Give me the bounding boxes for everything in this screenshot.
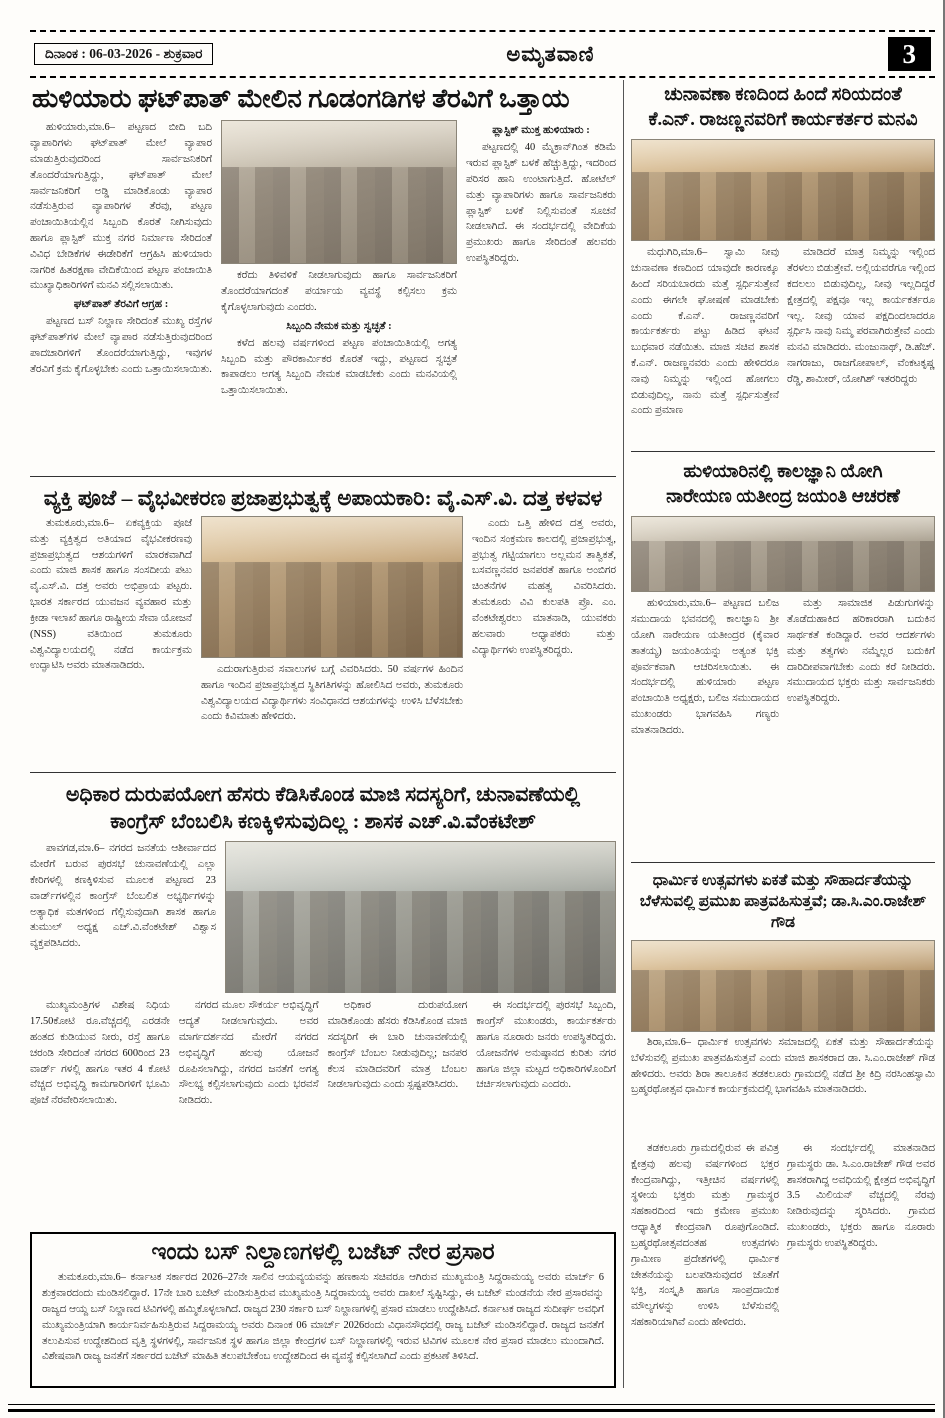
article1-col2a: ಕರೆದು ತಿಳಿವಳಿಕೆ ನೀಡಲಾಗುವುದು ಹಾಗೂ ಸಾರ್ವಜನಿಕರಿಗೆ ತೊಂದರೆಯಾಗದಂತೆ ಪರ್ಯಾಯ ವ್ಯವಸ್ಥೆ ಕಲ್ಪಿಸಲು ಕ್ರಮ ಕೈಗೊಳ್ಳಲಾಗುವುದು ಎಂದರು. — [221, 270, 457, 313]
paper-title: ಅಮೃತವಾಣಿ — [506, 41, 595, 66]
article3-headline — [30, 777, 616, 841]
article1-subhead3: ಪ್ಲಾಸ್ಟಿಕ್ ಮುಕ್ತ ಹುಳಿಯಾರು : — [492, 125, 590, 137]
divider — [631, 451, 935, 452]
article1-col2b: ಕಳೆದ ಹಲವು ವರ್ಷಗಳಿಂದ ಪಟ್ಟಣ ಪಂಚಾಯಿತಿಯಲ್ಲಿ ಅಗತ್ಯ ಸಿಬ್ಬಂದಿ ಮತ್ತು ಪೌರಕಾರ್ಮಿಕರ ಕೊರತೆ ಇದ್ದು, ಪಟ್ಟಣದ ಸ್ವಚ್ಛತೆ ಕಾಪಾಡಲು ಅಗತ್ಯ ಸಿಬ್ಬಂದಿ ನೇಮಕ ಮಾಡಬೇಕು ಎಂದು ಮನವಿಯಲ್ಲಿ ಒತ್ತಾಯಿಸಲಾಯಿತು. — [221, 337, 457, 397]
right1-headline — [631, 80, 935, 139]
article3-lede: ಪಾವಗಡ,ಮಾ.6– ನಗರದ ಜನತೆಯ ಆಶೀರ್ವಾದದ ಮೇರೆಗೆ ಬರುವ ಪುರಸಭೆ ಚುನಾವಣೆಯಲ್ಲಿ ಎಲ್ಲಾ ಕೇರಿಗಳಲ್ಲಿ ಕಣಕ್ಕಿಳಿಸುವ ಮೂಲಕ ಪಟ್ಟಣದ 23 ವಾರ್ಡ್‌ಗಳಲ್ಲಿನ ಕಾಂಗ್ರೆಸ್ ಬೆಂಬಲಿತ ಅಭ್ಯರ್ಥಿಗಳನ್ನು ಅತ್ಯಾಧಿಕ ಮತಗಳಿಂದ ಗೆಲ್ಲಿಸುವುದಾಗಿ ಶಾಸಕ ಹಾಗೂ ತುಮುಲ್ ಅಧ್ಯಕ್ಷ ಎಚ್.ವಿ.ವೆಂಕಟೇಶ್ ವಿಶ್ವಾಸ ವ್ಯಕ್ತಪಡಿಸಿದರು. — [30, 843, 216, 950]
right2-headline — [631, 456, 935, 516]
article4-para: ತುಮಕೂರು,ಮಾ.6– ಕರ್ನಾಟಕ ಸರ್ಕಾರದ 2026–27ನೇ ಸಾಲಿನ ಆಯವ್ಯಯವನ್ನು ಹಣಕಾಸು ಸಚಿವರೂ ಆಗಿರುವ ಮುಖ್ಯಮಂತ್ರಿ ಸಿದ್ದರಾಮಯ್ಯ ಅವರು ಮಾರ್ಚ್ 6 ಶುಕ್ರವಾರದಂದು ಮಂಡಿಸಲಿದ್ದಾರೆ. 17ನೇ ಬಾರಿ ಬಜೆಟ್ ಮಂಡಿಸುತ್ತಿರುವ ಮುಖ್ಯಮಂತ್ರಿ ಸಿದ್ದರಾಮಯ್ಯ ಅವರು ದಾಖಲೆ ಸೃಷ್ಟಿಸಿದ್ದು, ಈ ಬಜೆಟ್ ಮಂಡನೆಯ ನೇರ ಪ್ರಸಾರವನ್ನು ರಾಜ್ಯದ ಆಯ್ದ ಬಸ್ ನಿಲ್ದಾಣದ ಟಿವಿಗಳಲ್ಲಿ ಹಮ್ಮಿಕೊಳ್ಳಲಾಗಿದೆ. ರಾಜ್ಯದ 230 ಸರ್ಕಾರಿ ಬಸ್ ನಿಲ್ದಾಣಗಳಲ್ಲಿ ಪ್ರಸಾರ ಮಾಡಲು ಉದ್ದೇಶಿಸಿದೆ. ಕರ್ನಾಟಕ ರಾಜ್ಯದ ಸುದೀರ್ಘ ಅವಧಿಗೆ ಮುಖ್ಯಮಂತ್ರಿಯಾಗಿ ಕಾರ್ಯನಿರ್ವಹಿಸುತ್ತಿರುವ ಸಿದ್ದರಾಮಯ್ಯ ಅವರು ದಿನಾಂಕ 06 ಮಾರ್ಚ್ 2026ರಂದು ವಿಧಾನಸೌಧದಲ್ಲಿ ರಾಜ್ಯ ಬಜೆಟ್ ಮಂಡಿಸಲಿದ್ದಾರೆ. ರಾಜ್ಯದ ಜನತೆಗೆ ತಲುಪಿಸುವ ಉದ್ದೇಶದಿಂದ ವೃತ್ತಿ ಸ್ಥಳಗಳಲ್ಲಿ, ಸಾರ್ವಜನಿಕ ಸ್ಥಳ ಹಾಗೂ ಜಿಲ್ಲಾ ಕೇಂದ್ರಗಳ ಬಸ್ ನಿಲ್ದಾಣಗಳಲ್ಲಿ ಇರುವ ಟಿವಿಗಳ ಮೂಲಕ ನೇರ ಪ್ರಸಾರ ಮಾಡಲು ಮುಂದಾಗಿದೆ. ವಿಶೇಷವಾಗಿ ರಾಜ್ಯ ಜನತೆಗೆ ಸರ್ಕಾರದ ಬಜೆಟ್ ಮಾಹಿತಿ ತಲುಪಬೇಕೆಂಬ ಉದ್ದೇಶದಿಂದ ಈ ವ್ಯವಸ್ಥೆ ಕಲ್ಪಿಸಲಾಗಿದೆ ಎಂದು ಪ್ರಕಟಣೆ ತಿಳಿಸಿದೆ. — [42, 1272, 604, 1363]
right3-headline-line1: ಧಾರ್ಮಿಕ ಉತ್ಸವಗಳು ಏಕತೆ ಮತ್ತು ಸೌಹಾರ್ದತೆಯನ್ನು — [652, 872, 914, 890]
article2-col3 — [472, 516, 616, 768]
article3-col1 — [30, 998, 170, 1226]
page-number: 3 — [888, 37, 932, 71]
divider — [30, 772, 616, 773]
article-religious-festivals — [631, 867, 935, 1353]
right2-col1-para: ಹುಳಿಯಾರು,ಮಾ.6– ಪಟ್ಟಣದ ಬಲಿಜ ಸಮುದಾಯ ಭವನದಲ್ಲಿ ಕಾಲಜ್ಞಾನಿ ಶ್ರೀ ಯೋಗಿ ನಾರೇಯಣ ಯತೀಂದ್ರರ (ಕೈವಾರ ತಾತಯ್ಯ) ಜಯಂತಿಯನ್ನು ಅತ್ಯಂತ ಭಕ್ತಿ ಪೂರ್ವಕವಾಗಿ ಆಚರಿಸಲಾಯಿತು. ಈ ಸಂದರ್ಭದಲ್ಲಿ ಹುಳಿಯಾರು ಪಟ್ಟಣ ಪಂಚಾಯಿತಿ ಅಧ್ಯಕ್ಷರು, ಬಲಿಜ ಸಮುದಾಯದ ಮುಖಂಡರು ಭಾಗವಹಿಸಿ ಗಣ್ಯರು ಮಾತನಾಡಿದರು. — [631, 598, 779, 736]
article3-col4 — [476, 998, 616, 1226]
right3-col1 — [631, 1141, 779, 1353]
article1-photo — [221, 120, 457, 264]
article1-body — [30, 120, 616, 472]
article4-body — [42, 1270, 604, 1367]
article1-subhead2: ಸಿಬ್ಬಂದಿ ನೇಮಕ ಮತ್ತು ಸ್ವಚ್ಛತೆ : — [286, 320, 392, 332]
article1-col1b: ಪಟ್ಟಣದ ಬಸ್ ನಿಲ್ದಾಣ ಸೇರಿದಂತೆ ಮುಖ್ಯ ರಸ್ತೆಗಳ ಘಟ್‌ಪಾತ್‌ಗಳ ಮೇಲೆ ವ್ಯಾಪಾರ ನಡೆಸುತ್ತಿರುವುದರಿಂದ ಪಾದಚಾರಿಗಳಿಗೆ ತೊಂದರೆಯಾಗುತ್ತಿದ್ದು, ಇವುಗಳ ತೆರವಿಗೆ ಕ್ರಮ ಕೈಗೊಳ್ಳಬೇಕು ಎಂದು ಒತ್ತಾಯಿಸಲಾಯಿತು. — [30, 316, 212, 375]
article1-headline: ಹುಳಿಯಾರು ಘಟ್‌ಪಾತ್ ಮೇಲಿನ ಗೂಡಂಗಡಿಗಳ ತೆರವಿಗೆ ಒತ್ತಾಯ — [32, 84, 570, 114]
right1-col1-para: ಮಧುಗಿರಿ,ಮಾ.6– ಸ್ವಾಮಿ ನೀವು ಚುನಾವಣಾ ಕಣದಿಂದ ಯಾವುದೇ ಕಾರಣಕ್ಕೂ ಹಿಂದೆ ಸರಿಯಬಾರದು ಮತ್ತೆ ಸ್ಪರ್ಧಿಸುತ್ತೇನೆ ಎಂದು ಈಗಲೇ ಘೋಷಣೆ ಮಾಡಬೇಕು ಎಂದು ಕೆ.ಎನ್. ರಾಜಣ್ಣನವರಿಗೆ ಕಾರ್ಯಕರ್ತರು ಪಟ್ಟು ಹಿಡಿದ ಘಟನೆ ಬುಧವಾರ ನಡೆಯಿತು. ಮಾಜಿ ಸಚಿವ ಶಾಸಕ ಕೆ.ಎನ್. ರಾಜಣ್ಣನವರು ಎಂದು ಹೇಳಿದರೂ ನಾವು ನಿಮ್ಮನ್ನು ಇಲ್ಲಿಂದ ಹೋಗಲು ಬಿಡುವುದಿಲ್ಲ, ನಾನು ಮತ್ತೆ ಸ್ಪರ್ಧಿಸುತ್ತೇನೆ ಎಂದು ಪ್ರಮಾಣ — [631, 247, 779, 417]
article1-col2-text — [221, 268, 457, 472]
article3-col2-para: ನಗರದ ಮೂಲ ಸೌಕರ್ಯ ಅಭಿವೃದ್ಧಿಗೆ ಆದ್ಯತೆ ನೀಡಲಾಗುವುದು. ಅವರ ಮಾರ್ಗದರ್ಶನದ ಮೇರೆಗೆ ನಗರದ ಅಭಿವೃದ್ಧಿಗೆ ಹಲವು ಯೋಜನೆ ರೂಪಿಸಲಾಗಿದ್ದು, ನಗರದ ಜನತೆಗೆ ಅಗತ್ಯ ಸೌಲಭ್ಯ ಕಲ್ಪಿಸಲಾಗುವುದು ಎಂದು ಭರವಸೆ ನೀಡಿದರು. — [178, 1000, 319, 1107]
right2-col2 — [787, 596, 935, 858]
left-zone — [30, 80, 616, 1388]
article4-headline: ಇಂದು ಬಸ್ ನಿಲ್ದಾಣಗಳಲ್ಲಿ ಬಜೆಟ್ ನೇರ ಪ್ರಸಾರ — [151, 1239, 495, 1265]
article-congress-venkatesh — [30, 777, 616, 1226]
right1-col2 — [787, 245, 935, 447]
article3-columns — [30, 998, 616, 1226]
article1-subhead1: ಘಟ್‌ಪಾತ್ ತೆರವಿಗೆ ಆಗ್ರಹ : — [73, 299, 169, 311]
article2-col1 — [30, 516, 192, 768]
article-budget-broadcast — [30, 1232, 616, 1388]
article2-headline: ವ್ಯಕ್ತಿ ಪೂಜೆ – ವೈಭವೀಕರಣ ಪ್ರಜಾಪ್ರಭುತ್ವಕ್ಕೆ ಅಪಾಯಕಾರಿ: ವೈ.ಎಸ್.ವಿ. ದತ್ತ ಕಳವಳ — [43, 486, 603, 511]
article3-col3-para: ಅಧಿಕಾರ ದುರುಪಯೋಗ ಮಾಡಿಕೊಂಡು ಹೆಸರು ಕೆಡಿಸಿಕೊಂಡ ಮಾಜಿ ಸದಸ್ಯರಿಗೆ ಈ ಬಾರಿ ಚುನಾವಣೆಯಲ್ಲಿ ಕಾಂಗ್ರೆಸ್ ಬೆಂಬಲ ನೀಡುವುದಿಲ್ಲ; ಜನಪರ ಕೆಲಸ ಮಾಡಿದವರಿಗೆ ಮಾತ್ರ ಬೆಂಬಲ ನೀಡಲಾಗುವುದು ಎಂದು ಸ್ಪಷ್ಟಪಡಿಸಿದರು. — [327, 1000, 468, 1091]
article3-col3 — [328, 998, 468, 1226]
page-footer-rule — [8, 1404, 935, 1412]
article-yogi-jayanti — [631, 456, 935, 858]
right3-lede-block — [631, 1035, 935, 1139]
article2-col3-para: ಎಂದು ಒತ್ತಿ ಹೇಳಿದ ದತ್ತ ಅವರು, ಇಂದಿನ ಸಂಕ್ರಮಣ ಕಾಲದಲ್ಲಿ ಪ್ರಜಾಪ್ರಭುತ್ವ, ಪ್ರಭುತ್ವ ಗಟ್ಟಿಯಾಗಲು ಅಲ್ಲಮನ ತಾತ್ವಿಕತೆ, ಬಸವಣ್ಣನವರ ಜನಪರತೆ ಹಾಗೂ ಅಂಬಿಗರ ಚಿಂತನೆಗಳ ಮಹತ್ವ ವಿವರಿಸಿದರು. ತುಮಕೂರು ವಿವಿ ಕುಲಪತಿ ಪ್ರೊ. ಎಂ. ವೆಂಕಟೇಶ್ವರಲು ಮಾತನಾಡಿ, ಯುವಕರು ಹಲವಾರು ಅಧ್ಯಾಪಕರು ಮತ್ತು ವಿದ್ಯಾರ್ಥಿಗಳು ಉಪಸ್ಥಿತರಿದ್ದರು. — [472, 518, 616, 656]
right2-headline-line1: ಹುಳಿಯಾರಿನಲ್ಲಿ ಕಾಲಜ್ಞಾನಿ ಯೋಗಿ — [683, 462, 883, 483]
page-content — [30, 80, 935, 1388]
article2-body — [30, 516, 616, 768]
article1-col3 — [466, 120, 616, 472]
right1-headline-line1: ಚುನಾವಣಾ ಕಣದಿಂದ ಹಿಂದೆ ಸರಿಯದಂತೆ — [664, 85, 902, 106]
right1-headline-line2: ಕೆ.ಎನ್. ರಾಜಣ್ಣನವರಿಗೆ ಕಾರ್ಯಕರ್ತರ ಮನವಿ — [648, 110, 918, 131]
right2-col1 — [631, 596, 779, 858]
article1-col1 — [30, 120, 212, 472]
right3-headline-line2: ಬೆಳೆಸುವಲ್ಲಿ ಪ್ರಮುಖ ಪಾತ್ರವಹಿಸುತ್ತವೆ; ಡಾ.ಸಿ.ಎಂ.ರಾಜೇಶ್ ಗೌಡ — [639, 893, 927, 932]
divider — [30, 476, 616, 477]
right-zone — [631, 80, 935, 1388]
article3-col1-para: ಮುಖ್ಯಮಂತ್ರಿಗಳ ವಿಶೇಷ ನಿಧಿಯ 17.50ಕೋಟಿ ರೂ.ವೆಚ್ಚದಲ್ಲಿ ಎರಡನೇ ಹಂತದ ಕುಡಿಯುವ ನೀರು, ರಸ್ತೆ ಹಾಗೂ ಚರಂಡಿ ಸೇರಿದಂತೆ ನಗರದ 600ರಿಂದ 23 ವಾರ್ಡ್ ಗಳಲ್ಲಿ ಹಾಗೂ ಇತರ 4 ಕೋಟಿ ವೆಚ್ಚದ ಅಭಿವೃದ್ಧಿ ಕಾಮಗಾರಿಗಳಿಗೆ ಭೂಮಿ ಪೂಜೆ ನೆರವೇರಿಸಲಾಯಿತು. — [30, 1000, 170, 1107]
right3-col2 — [787, 1141, 935, 1353]
article2-col2 — [201, 516, 463, 768]
article1-col3-text: ಪಟ್ಟಣದಲ್ಲಿ 40 ಮೈಕ್ರಾನ್‌ಗಿಂತ ಕಡಿಮೆ ಇರುವ ಪ್ಲಾಸ್ಟಿಕ್ ಬಳಕೆ ಹೆಚ್ಚುತ್ತಿದ್ದು, ಇದರಿಂದ ಪರಿಸರ ಹಾನಿ ಉಂಟಾಗುತ್ತಿದೆ. ಹೋಟೆಲ್ ಮತ್ತು ವ್ಯಾಪಾರಿಗಳು ಹಾಗೂ ಸಾರ್ವಜನಿಕರು ಪ್ಲಾಸ್ಟಿಕ್ ಬಳಕೆ ನಿಲ್ಲಿಸುವಂತೆ ಸೂಚನೆ ನೀಡಲಾಗಿದೆ. ಈ ಸಂದರ್ಭದಲ್ಲಿ ವೇದಿಕೆಯ ಪ್ರಮುಖರು ಹಾಗೂ ಸೇರಿದಂತೆ ಹಲವರು ಉಪಸ್ಥಿತರಿದ್ದರು. — [466, 142, 616, 265]
column-rule — [623, 80, 624, 1388]
article1-col2 — [221, 120, 457, 472]
divider — [631, 862, 935, 863]
right3-para3: ಈ ಸಂದರ್ಭದಲ್ಲಿ ಮಾತನಾಡಿದ ಗ್ರಾಮಸ್ಥರು ಡಾ. ಸಿ.ಎಂ.ರಾಜೇಶ್ ಗೌಡ ಅವರ ಶಾಸಕರಾಗಿದ್ದ ಅವಧಿಯಲ್ಲಿ ಕ್ಷೇತ್ರದ ಅಭಿವೃದ್ಧಿಗೆ 3.5 ಮಿಲಿಯನ್ ವೆಚ್ಚದಲ್ಲಿ ನೆರವು ನೀಡಿರುವುದನ್ನು ಸ್ಮರಿಸಿದರು. ಗ್ರಾಮದ ಮುಖಂಡರು, ಭಕ್ತರು ಹಾಗೂ ನೂರಾರು ಗ್ರಾಮಸ್ಥರು ಉಪಸ್ಥಿತರಿದ್ದರು. — [787, 1143, 935, 1249]
article3-col4-para: ಈ ಸಂದರ್ಭದಲ್ಲಿ ಪುರಸಭೆ ಸಿಬ್ಬಂದಿ, ಕಾಂಗ್ರೆಸ್ ಮುಖಂಡರು, ಕಾರ್ಯಕರ್ತರು ಹಾಗೂ ನೂರಾರು ಜನರು ಉಪಸ್ಥಿತರಿದ್ದರು. ಯೋಜನೆಗಳ ಅನುಷ್ಠಾನದ ಕುರಿತು ನಗರ ಹಾಗೂ ಜಿಲ್ಲಾ ಮಟ್ಟದ ಅಧಿಕಾರಿಗಳೊಂದಿಗೆ ಚರ್ಚಿಸಲಾಗುವುದು ಎಂದರು. — [476, 1000, 616, 1091]
right2-columns — [631, 596, 935, 858]
right1-photo — [631, 139, 935, 241]
right3-headline — [631, 867, 935, 940]
article2-lede: ತುಮಕೂರು,ಮಾ.6– ಏಕವ್ಯಕ್ತಿಯ ಪೂಜೆ ಮತ್ತು ವ್ಯಕ್ತಿತ್ವದ ಅತಿಯಾದ ವೈಭವೀಕರಣವು ಪ್ರಜಾಪ್ರಭುತ್ವದ ಆಶಯಗಳಿಗೆ ಮಾರಕವಾಗಿದೆ ಎಂದು ಮಾಜಿ ಶಾಸಕ ಹಾಗೂ ಸಂಸದೀಯ ಪಟು ವೈ.ಎಸ್.ವಿ. ದತ್ತ ಅವರು ಅಭಿಪ್ರಾಯ ಪಟ್ಟರು. ಭಾರತ ಸರ್ಕಾರದ ಯುವಜನ ವ್ಯವಹಾರ ಮತ್ತು ಕ್ರೀಡಾ ಇಲಾಖೆ ಹಾಗೂ ರಾಷ್ಟ್ರೀಯ ಸೇವಾ ಯೋಜನೆ (NSS) ವತಿಯಿಂದ ತುಮಕೂರು ವಿಶ್ವವಿದ್ಯಾಲಯದಲ್ಲಿ ನಡೆದ ಕಾರ್ಯಕ್ರಮ ಉದ್ಘಾಟಿಸಿ ಅವರು ಮಾತನಾಡಿದರು. — [30, 518, 192, 672]
article3-top-row — [30, 841, 616, 993]
right3-para2: ತಡಕಲೂರು ಗ್ರಾಮದಲ್ಲಿರುವ ಈ ಪವಿತ್ರ ಕ್ಷೇತ್ರವು ಹಲವು ವರ್ಷಗಳಿಂದ ಭಕ್ತರ ಕೇಂದ್ರವಾಗಿದ್ದು, ಇತ್ತೀಚಿನ ವರ್ಷಗಳಲ್ಲಿ ಸ್ಥಳೀಯ ಭಕ್ತರು ಮತ್ತು ಗ್ರಾಮಸ್ಥರ ಸಹಕಾರದಿಂದ ಇದು ಕ್ರಮೇಣ ಪ್ರಮುಖ ಆಧ್ಯಾತ್ಮಿಕ ಕೇಂದ್ರವಾಗಿ ರೂಪುಗೊಂಡಿದೆ. ಬ್ರಹ್ಮರಥೋತ್ಸವದಂತಹ ಉತ್ಸವಗಳು ಗ್ರಾಮೀಣ ಪ್ರದೇಶಗಳಲ್ಲಿ ಧಾರ್ಮಿಕ ಚೇತನೆಯನ್ನು ಬಲಪಡಿಸುವುದರ ಜೊತೆಗೆ ಭಕ್ತಿ, ಸಂಸ್ಕೃತಿ ಹಾಗೂ ಸಾಂಪ್ರದಾಯಿಕ ಮೌಲ್ಯಗಳನ್ನು ಉಳಿಸಿ ಬೆಳೆಸುವಲ್ಲಿ ಸಹಕಾರಿಯಾಗಿವೆ ಎಂದು ಹೇಳಿದರು. — [631, 1143, 779, 1328]
date-box: ದಿನಾಂಕ : 06-03-2026 - ಶುಕ್ರವಾರ — [34, 43, 213, 65]
right1-col2-para: ಮಾಡಿದರೆ ಮಾತ್ರ ನಿಮ್ಮನ್ನು ಇಲ್ಲಿಂದ ತೆರಳಲು ಬಿಡುತ್ತೇವೆ. ಅಲ್ಲಿಯವರೆಗೂ ಇಲ್ಲಿಂದ ಕದಲಲು ಬಿಡುವುದಿಲ್ಲ, ನೀವು ಇಲ್ಲದಿದ್ದರೆ ಕ್ಷೇತ್ರದಲ್ಲಿ ಪಕ್ಷವೂ ಇಲ್ಲ ಕಾರ್ಯಕರ್ತರೂ ಇಲ್ಲ. ನೀವು ಯಾವ ಪಕ್ಷದಿಂದಲಾದರೂ ಸ್ಪರ್ಧಿಸಿ ನಾವು ನಿಮ್ಮ ಪರವಾಗಿರುತ್ತೇವೆ ಎಂದು ಮನವಿ ಮಾಡಿದರು. ಮಂಜುನಾಥ್, ಡಿ.ಹೆಚ್. ನಾಗರಾಜು, ರಾಜಗೋಪಾಲ್, ವೆಂಕಟಕೃಷ್ಣ ರೆಡ್ಡಿ, ಶಾಮೀರ್, ಯೋಗಿಶ್ ಇತರರಿದ್ದರು — [787, 247, 935, 385]
article3-col2 — [179, 998, 319, 1226]
article2-col2-text — [201, 662, 463, 768]
article-rajanna-appeal — [631, 80, 935, 447]
article3-lede-col — [30, 841, 216, 993]
article-footpath-eviction — [30, 80, 616, 472]
article3-headline-line1: ಅಧಿಕಾರ ದುರುಪಯೋಗ ಹೆಸರು ಕೆಡಿಸಿಕೊಂಡ ಮಾಜಿ ಸದಸ್ಯರಿಗೆ, ಚುನಾವಣೆಯಲ್ಲಿ — [65, 784, 581, 806]
article3-headline-line2: ಕಾಂಗ್ರೆಸ್ ಬೆಂಬಲಿಸಿ ಕಣಕ್ಕಿಳಿಸುವುದಿಲ್ಲ : ಶಾಸಕ ಎಚ್.ವಿ.ವೆಂಕಟೇಶ್ — [110, 810, 536, 833]
right1-columns — [631, 245, 935, 447]
article2-col2-para: ಎದುರಾಗುತ್ತಿರುವ ಸವಾಲುಗಳ ಬಗ್ಗೆ ವಿವರಿಸಿದರು. 50 ವರ್ಷಗಳ ಹಿಂದಿನ ಹಾಗೂ ಇಂದಿನ ಪ್ರಜಾಪ್ರಭುತ್ವದ ಸ್ಥಿತಿಗತಿಗಳನ್ನು ಹೋಲಿಸಿದ ಅವರು, ತುಮಕೂರು ವಿಶ್ವವಿದ್ಯಾಲಯದ ವಿದ್ಯಾರ್ಥಿಗಳು ಸಂವಿಧಾನದ ಆಶಯಗಳನ್ನು ಉಳಿಸಿ ಬೆಳೆಸಬೇಕು ಎಂದು ಕಿವಿಮಾತು ಹೇಳಿದರು. — [201, 664, 463, 723]
right3-columns — [631, 1141, 935, 1353]
right3-para1: ಶಿರಾ,ಮಾ.6– ಧಾರ್ಮಿಕ ಉತ್ಸವಗಳು ಸಮಾಜದಲ್ಲಿ ಏಕತೆ ಮತ್ತು ಸೌಹಾರ್ದತೆಯನ್ನು ಬೆಳೆಸುವಲ್ಲಿ ಪ್ರಮುಖ ಪಾತ್ರವಹಿಸುತ್ತವೆ ಎಂದು ಮಾಜಿ ಶಾಸಕರಾದ ಡಾ. ಸಿ.ಎಂ.ರಾಜೇಶ್ ಗೌಡ ಹೇಳಿದರು. ಅವರು ಶಿರಾ ತಾಲೂಕಿನ ತಡಕಲೂರು ಗ್ರಾಮದಲ್ಲಿ ನಡೆದ ಶ್ರೀ ಕಿದ್ರಿ ನರಸಿಂಹಸ್ವಾಮಿ ಬ್ರಹ್ಮರಥೋತ್ಸವ ಧಾರ್ಮಿಕ ಕಾರ್ಯಕ್ರಮದಲ್ಲಿ ಭಾಗವಹಿಸಿ ಮಾತನಾಡಿದರು. — [631, 1037, 935, 1096]
right2-headline-line2: ನಾರೇಯಣ ಯತೀಂದ್ರ ಜಯಂತಿ ಆಚರಣೆ — [666, 487, 900, 508]
article-datta-warning — [30, 481, 616, 768]
right1-col1 — [631, 245, 779, 447]
right2-photo — [631, 516, 935, 592]
article3-photo — [225, 841, 616, 993]
masthead — [30, 30, 935, 78]
article2-photo — [201, 516, 463, 658]
right3-photo — [631, 940, 935, 1032]
article1-lede: ಹುಳಿಯಾರು,ಮಾ.6– ಪಟ್ಟಣದ ಬೀದಿ ಬದಿ ವ್ಯಾಪಾರಿಗಳು ಘಟ್‌ಪಾತ್ ಮೇಲೆ ವ್ಯಾಪಾರ ಮಾಡುತ್ತಿರುವುದರಿಂದ ಸಾರ್ವಜನಿಕರಿಗೆ ತೊಂದರೆಯಾಗುತ್ತಿದ್ದು, ಘಟ್‌ಪಾತ್ ಮೇಲೆ ಸಾರ್ವಜನಿಕರಿಗೆ ಅಡ್ಡಿ ಮಾಡಿಕೊಂಡು ವ್ಯಾಪಾರ ನಡೆಸುತ್ತಿರುವ ವ್ಯಾಪಾರಿಗಳ ತೆರವು, ಪಟ್ಟಣ ಪಂಚಾಯಿತಿಯಲ್ಲಿನ ಸಿಬ್ಬಂದಿ ಕೊರತೆ ನೀಗಿಸುವುದು ಹಾಗೂ ಪ್ಲಾಸ್ಟಿಕ್ ಮುಕ್ತ ನಗರ ನಿರ್ಮಾಣ ಸೇರಿದಂತೆ ವಿವಿಧ ಬೇಡಿಕೆಗಳ ಈಡೇರಿಕೆಗೆ ಆಗ್ರಹಿಸಿ ಹುಳಿಯಾರು ನಾಗರಿಕ ಹಿತರಕ್ಷಣಾ ವೇದಿಕೆಯಿಂದ ಪಟ್ಟಣ ಪಂಚಾಯಿತಿ ಮುಖ್ಯಾಧಿಕಾರಿಗಳಿಗೆ ಮನವಿ ಸಲ್ಲಿಸಲಾಯಿತು. — [30, 122, 212, 292]
right2-col2-para: ಮತ್ತು ಸಾಮಾಜಿಕ ಪಿಡುಗುಗಳನ್ನು ತೊಡೆದುಹಾಕಿದ ಹರಿಕಾರರಾಗಿ ಬದುಕಿನ ಸಾರ್ಥಕತೆ ಕಂಡಿದ್ದಾರೆ. ಅವರ ಆದರ್ಶಗಳು ಮತ್ತು ತತ್ವಗಳು ನಮ್ಮೆಲ್ಲರ ಬದುಕಿಗೆ ದಾರಿದೀಪವಾಗಬೇಕು ಎಂದು ಕರೆ ನೀಡಿದರು. ಸಮುದಾಯದ ಭಕ್ತರು ಮತ್ತು ಸಾರ್ವಜನಿಕರು ಉಪಸ್ಥಿತರಿದ್ದರು. — [787, 598, 935, 705]
